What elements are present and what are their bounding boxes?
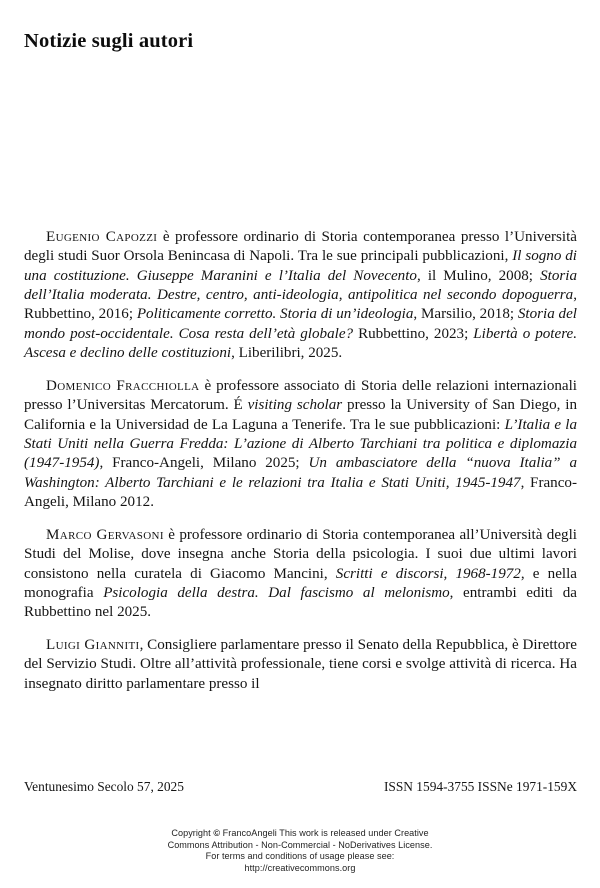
copyright-symbol-icon: © <box>213 828 221 838</box>
page-title: Notizie sugli autori <box>24 29 194 52</box>
bio-text-capozzi <box>24 229 577 361</box>
page-footer <box>24 779 577 799</box>
work-title: Scritti e discorsi, 1968-1972 <box>335 565 521 582</box>
copyright-url: http://creativecommons.org <box>244 862 356 873</box>
copyright-notice <box>0 828 600 874</box>
copyright-prefix: Copyright <box>171 828 214 838</box>
bio-run: , entrambi editi da Rubbettino nel 2025. <box>24 584 577 621</box>
author-name: Luigi Gianniti <box>46 637 140 654</box>
work-title: Storia dell’Italia moderata. Destre, centro, anti-ideologia, antipolitica nel secondo dopoguerra <box>24 267 577 304</box>
copyright-line-3: For terms and conditions of usage please see: <box>205 851 395 862</box>
author-name: Marco Gervasoni <box>46 526 164 543</box>
author-name: Eugenio Capozzi <box>46 229 158 245</box>
work-title: visiting scholar <box>247 397 343 414</box>
bio-run: , e nella monografia <box>24 565 577 601</box>
work-title: Politicamente corretto. Storia di un’ideologia <box>136 306 414 323</box>
bio-run: , Franco-Angeli, Milano 2025; <box>99 455 309 472</box>
footer-journal-reference: Ventunesimo Secolo 57, 2025 <box>24 779 184 794</box>
bio-run: , Liberilibri, 2025. <box>231 345 343 362</box>
author-bio-capozzi <box>24 228 577 363</box>
copyright-line-1 <box>0 828 600 840</box>
bio-run: è professore associato di Storia delle relazioni internazionali presso l’Universitas Mercatorum. É <box>24 377 577 414</box>
bio-run: , Franco-Angeli, Milano 2012. <box>24 474 577 510</box>
work-title: Il sogno di una costituzione. Giuseppe Maranini e l’Italia del Novecento <box>24 248 577 284</box>
bio-run: , Consigliere parlamentare presso il Senato della Repubblica, è Direttore del Servizio Studi. Oltre all’attività professionale, tiene corsi e svolge attività di ricerca. Ha insegnato diritto parlamentare presso il <box>24 637 577 692</box>
work-title: Libertà o potere. Ascesa e declino delle costituzioni <box>24 325 577 362</box>
bio-run: presso la University of San Diego, in California e la Universidad de La Laguna a Tenerife. Tra le sue pubblicazioni: <box>24 397 577 433</box>
author-bio-gervasoni <box>24 526 577 623</box>
bio-run: , Rubbettino, 2016; <box>24 287 577 323</box>
bio-run: , il Mulino, 2008; <box>416 267 541 284</box>
bio-run: è professore ordinario di Storia contemporanea all’Università degli Studi del Molise, dove insegna anche Storia della psicologia. I suoi due ultimi lavori consistono nella curatela di Giacomo Mancini, <box>24 526 577 582</box>
author-bio-gianniti <box>24 636 577 694</box>
bio-text-gervasoni <box>24 527 577 620</box>
author-bios-container <box>24 228 577 694</box>
author-name: Domenico Fracchiolla <box>46 377 200 394</box>
bio-run: Rubbettino, 2023; <box>353 325 474 342</box>
bio-text-gianniti <box>24 637 577 692</box>
bio-run: è professore ordinario di Storia contemporanea presso l’Università degli studi Suor Orsola Benincasa di Napoli. Tra le sue principali pubblicazioni, <box>24 229 577 265</box>
bio-text-fracchiolla <box>24 378 577 510</box>
work-title: L’Italia e la Stati Uniti nella Guerra Fredda: L’azione di Alberto Tarchiani tra politica e diplomazia (1947-1954) <box>24 416 577 472</box>
bio-run: , Marsilio, 2018; <box>413 306 518 323</box>
author-bio-fracchiolla <box>24 377 577 512</box>
copyright-rest: FrancoAngeli This work is released under Creative <box>220 828 429 838</box>
copyright-line-2: Commons Attribution - Non-Commercial - NoDerivatives License. <box>167 839 433 850</box>
footer-issn: ISSN 1594-3755 ISSNe 1971-159X <box>383 779 577 794</box>
work-title: Storia del mondo post-occidentale. Cosa resta dell’età globale? <box>24 306 577 342</box>
work-title: Un ambasciatore della “nuova Italia” a Washington: Alberto Tarchiani e le relazioni tra Italia e Stati Uniti, 1945-1947 <box>24 455 577 491</box>
work-title: Psicologia della destra. Dal fascismo al melonismo <box>103 584 450 601</box>
